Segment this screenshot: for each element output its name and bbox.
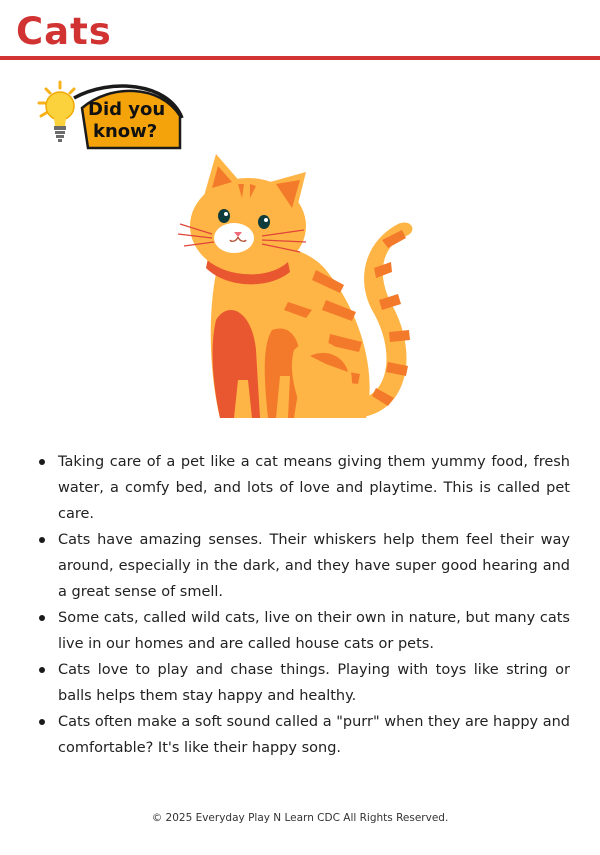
bullet-dot (39, 719, 45, 725)
bullet-dot (39, 459, 45, 465)
did-you-know-badge (30, 76, 190, 156)
fact-text: Cats often make a soft sound called a "purr" when they are happy and comfortable? It's like their happy song. (58, 714, 571, 756)
bullet-dot (39, 615, 45, 621)
cat-illustration (176, 150, 426, 425)
copyright-footer: © 2025 Everyday Play N Learn CDC All Rights Reserved. (151, 812, 449, 824)
list-item (30, 657, 570, 709)
badge-line-1: Did you (88, 99, 166, 120)
list-item (30, 605, 570, 657)
list-item (30, 527, 570, 605)
fact-text: Cats have amazing senses. Their whiskers help them feel their way around, especially in the dark, and they have super good hearing and a great sense of smell. (58, 532, 570, 600)
fact-text: Some cats, called wild cats, live on their own in nature, but many cats live in our homes and are called house cats or pets. (58, 610, 570, 652)
title-divider (0, 56, 600, 60)
list-item (30, 709, 570, 761)
fact-text: Taking care of a pet like a cat means giving them yummy food, fresh water, a comfy bed, and lots of love and playtime. This is called pet care. (58, 454, 570, 522)
page-title: Cats (16, 10, 112, 53)
badge-line-2: know? (93, 121, 158, 142)
bullet-dot (39, 667, 45, 673)
bullet-dot (39, 537, 45, 543)
lightbulb-icon (39, 82, 74, 142)
list-item (30, 449, 570, 527)
facts-list (30, 449, 570, 761)
fact-text: Cats love to play and chase things. Playing with toys like string or balls helps them stay happy and healthy. (58, 662, 570, 704)
